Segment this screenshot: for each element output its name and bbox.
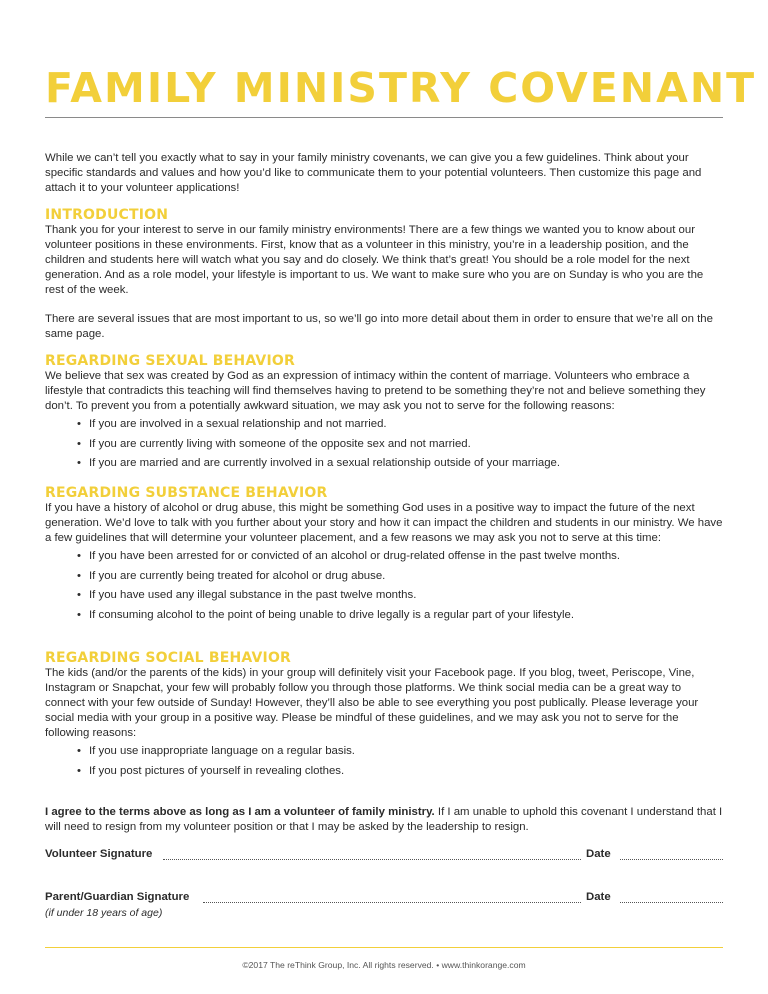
list-item: • If you are currently being treated for alcohol or drug abuse.	[89, 569, 723, 584]
section-sexual-behavior	[45, 353, 723, 476]
volunteer-signature-line[interactable]	[163, 859, 581, 860]
list-item: • If you have used any illegal substance in the past twelve months.	[89, 588, 723, 603]
volunteer-date-line[interactable]	[620, 859, 723, 860]
parent-signature-line[interactable]	[203, 902, 581, 903]
social-behavior-heading: REGARDING SOCIAL BEHAVIOR	[45, 650, 292, 666]
parent-signature-label: Parent/Guardian Signature	[45, 891, 190, 903]
agreement-rest: If I am unable to uphold this covenant I understand that I will need to resign from my volunteer position or that I may be asked by the leadership to resign.	[45, 806, 723, 833]
list-item: • If you use inappropriate language on a regular basis.	[89, 744, 723, 759]
volunteer-signature-label: Volunteer Signature	[45, 848, 153, 860]
list-item: • If you are involved in a sexual relationship and not married.	[89, 417, 723, 432]
volunteer-date-label: Date	[586, 848, 611, 860]
social-behavior-list	[45, 744, 723, 779]
section-introduction	[45, 207, 723, 342]
sexual-behavior-list	[45, 417, 723, 471]
sexual-behavior-text: We believe that sex was created by God as an expression of intimacy within the content of marriage. Volunteers who embrace a lifestyle that contradicts this teaching will find themselves having to pretend to be something they’re not and believe something they don’t. To prevent you from a potentially awkward situation, we may ask you not to serve for the following reasons:	[45, 370, 706, 412]
title-divider	[45, 117, 723, 118]
list-item: • If you are married and are currently involved in a sexual relationship outside of your marriage.	[89, 456, 723, 471]
agreement-bold: I agree to the terms above as long as I am a volunteer of family ministry.	[45, 806, 435, 818]
agreement-statement	[45, 805, 723, 835]
substance-behavior-text: If you have a history of alcohol or drug abuse, this might be something God uses in a positive way to impact the future of the next generation. We’d love to talk with you further about your story and how it can impact the children and students in our ministry. We have a few guidelines that will determine your volunteer placement, and a few reasons we may ask you not to serve at this time:	[45, 502, 723, 544]
social-behavior-text: The kids (and/or the parents of the kids) in your group will definitely visit your Facebook page. If you blog, tweet, Periscope, Vine, Instagram or Snapchat, your few will probably follow you through those platforms. We think social media can be a great way to connect with your few outside of Sunday! However, they’ll also be able to see everything you post publically. Please leverage your social media with your group in a positive way. Please be mindful of these guidelines, and we may ask you not to serve for the following reasons:	[45, 667, 699, 739]
list-item: • If consuming alcohol to the point of being unable to drive legally is a regular part of your lifestyle.	[89, 608, 723, 623]
introduction-paragraph-2: There are several issues that are most important to us, so we’ll go into more detail about them in order to ensure that we’re all on the same page.	[45, 313, 713, 340]
parent-signature-note: (if under 18 years of age)	[45, 907, 163, 919]
introduction-paragraph-1: Thank you for your interest to serve in our family ministry environments! There are a few things we wanted you to know about our volunteer positions in these environments. First, know that as a volunteer in this ministry, you’re in a leadership position, and the children and students here will watch what you say and do closely. We think that’s great! You should be a role model for the next generation. And as a role model, your lifestyle is important to us. We want to make sure who you are on Sunday is who you are the rest of the week.	[45, 224, 704, 296]
list-item: • If you post pictures of yourself in revealing clothes.	[89, 764, 723, 779]
introduction-heading: INTRODUCTION	[45, 207, 169, 223]
list-item: • If you are currently living with someone of the opposite sex and not married.	[89, 437, 723, 452]
parent-date-line[interactable]	[620, 902, 723, 903]
list-item: • If you have been arrested for or convicted of an alcohol or drug-related offense in the past twelve months.	[89, 549, 723, 564]
parent-signature-row	[45, 891, 723, 919]
section-social-behavior	[45, 650, 723, 783]
footer-divider	[45, 947, 723, 948]
intro-paragraph: While we can’t tell you exactly what to say in your family ministry covenants, we can give you a few guidelines. Think about your specific standards and values and how you’d like to communicate them to your potential volunteers. Then customize this page and attach it to your volunteer applications!	[45, 152, 702, 194]
volunteer-signature-row	[45, 848, 723, 866]
sexual-behavior-heading: REGARDING SEXUAL BEHAVIOR	[45, 353, 295, 369]
substance-behavior-heading: REGARDING SUBSTANCE BEHAVIOR	[45, 485, 328, 501]
copyright-footer: ©2017 The reThink Group, Inc. All rights reserved. • www.thinkorange.com	[242, 960, 526, 970]
parent-date-label: Date	[586, 891, 611, 903]
substance-behavior-list	[45, 549, 723, 623]
section-substance-behavior	[45, 485, 723, 627]
page-title: FAMILY MINISTRY COVENANT	[45, 64, 757, 112]
